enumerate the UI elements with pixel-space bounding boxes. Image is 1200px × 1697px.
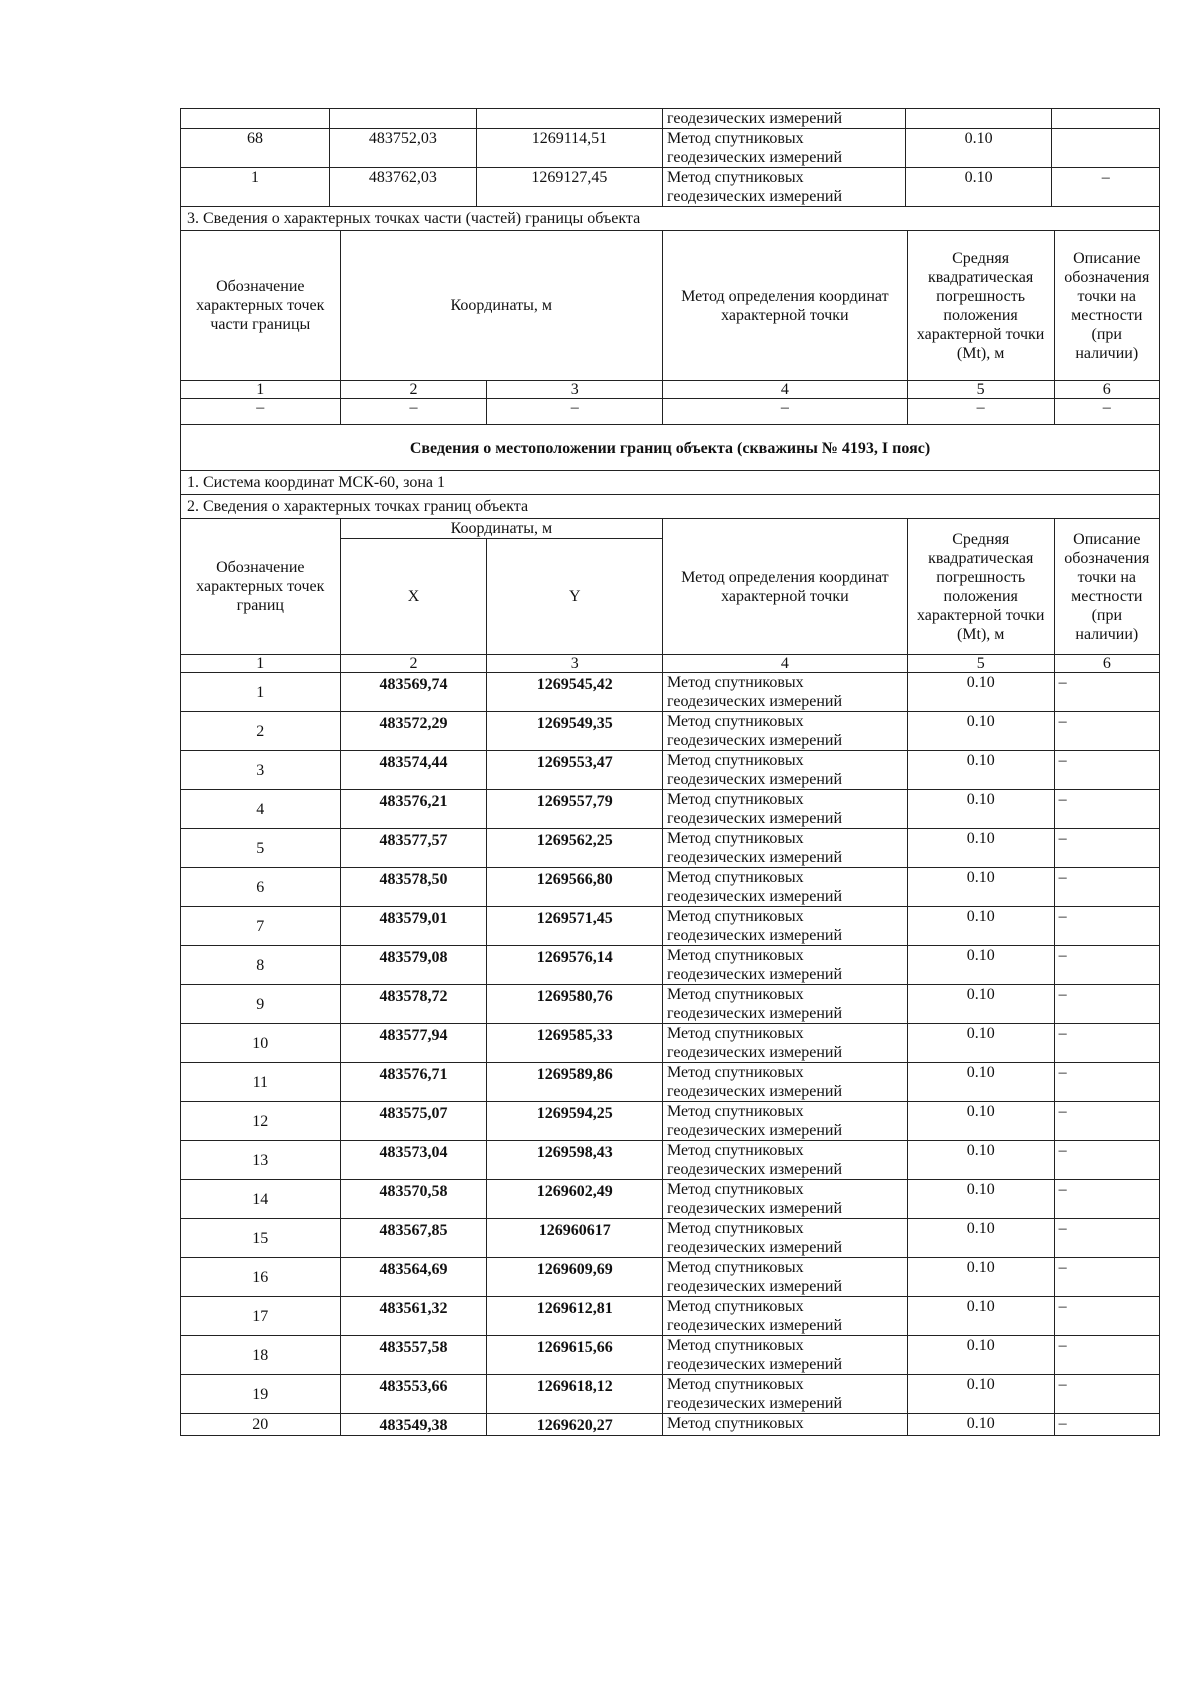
table-row (181, 751, 1160, 790)
point-number: 1 (181, 673, 341, 712)
description-cell: – (1054, 1063, 1159, 1102)
error-value: 0.10 (907, 1063, 1054, 1102)
description-cell: – (1054, 1258, 1159, 1297)
index-cell: 1 (181, 381, 341, 399)
point-number: 5 (181, 829, 341, 868)
table-row (181, 1414, 1160, 1436)
coord-y (476, 109, 662, 129)
method-cell: Метод спутниковых геодезических измерений (663, 712, 908, 751)
header-error: Средняя квадратическая погрешность положения характерной точки (Mt), м (907, 231, 1054, 381)
point-number: 20 (181, 1414, 341, 1436)
coord-y: 1269612,81 (487, 1297, 663, 1336)
document-page (180, 108, 1160, 1436)
index-cell: 4 (663, 655, 908, 673)
coord-x: 483572,29 (340, 712, 487, 751)
point-number: 11 (181, 1063, 341, 1102)
point-number: 8 (181, 946, 341, 985)
coord-y: 1269127,45 (476, 168, 662, 207)
error-value: 0.10 (905, 168, 1052, 207)
table-row (181, 129, 1160, 168)
method-cell: Метод спутниковых геодезических измерений (663, 1024, 908, 1063)
error-value: 0.10 (907, 1219, 1054, 1258)
error-value: 0.10 (907, 1414, 1054, 1436)
error-value: 0.10 (907, 946, 1054, 985)
coord-y: 1269566,80 (487, 868, 663, 907)
index-cell: 2 (340, 381, 487, 399)
error-value: 0.10 (907, 1336, 1054, 1375)
point-number: 18 (181, 1336, 341, 1375)
coord-x: 483553,66 (340, 1375, 487, 1414)
table-row (181, 1102, 1160, 1141)
method-cell: Метод спутниковых (663, 1414, 908, 1436)
error-value: 0.10 (907, 1258, 1054, 1297)
index-cell: 6 (1054, 655, 1159, 673)
coord-y: 1269618,12 (487, 1375, 663, 1414)
point-number: 1 (181, 168, 330, 207)
table-row (181, 829, 1160, 868)
dash-cell: – (340, 399, 487, 425)
header-description: Описание обозначения точки на местности (при наличии) (1054, 231, 1159, 381)
coord-x: 483549,38 (340, 1414, 487, 1436)
table-row (181, 907, 1160, 946)
error-value: 0.10 (907, 1297, 1054, 1336)
coord-y: 1269557,79 (487, 790, 663, 829)
error-value: 0.10 (907, 1024, 1054, 1063)
point-number: 19 (181, 1375, 341, 1414)
coord-y: 1269598,43 (487, 1141, 663, 1180)
method-cell: Метод спутниковых геодезических измерений (663, 868, 908, 907)
coord-x: 483579,01 (340, 907, 487, 946)
coord-x: 483567,85 (340, 1219, 487, 1258)
dash-row (181, 399, 1160, 425)
table-row (181, 1297, 1160, 1336)
coord-y: 1269615,66 (487, 1336, 663, 1375)
method-cell: Метод спутниковых геодезических измерений (663, 907, 908, 946)
header-method: Метод определения координат характерной точки (663, 519, 908, 655)
error-value: 0.10 (907, 868, 1054, 907)
point-number (181, 109, 330, 129)
coord-y: 126960617 (487, 1219, 663, 1258)
index-cell: 3 (487, 381, 663, 399)
description-cell: – (1054, 1219, 1159, 1258)
error-value: 0.10 (907, 673, 1054, 712)
coord-x: 483575,07 (340, 1102, 487, 1141)
coord-y: 1269545,42 (487, 673, 663, 712)
point-number: 10 (181, 1024, 341, 1063)
object-title: Сведения о местоположении границ объекта (скважины № 4193, I пояс) (181, 425, 1160, 471)
header-coordinates: Координаты, м (340, 231, 662, 381)
description-cell: – (1054, 673, 1159, 712)
description-cell (1052, 109, 1160, 129)
points-section-title: 2. Сведения о характерных точках границ объекта (181, 495, 1160, 519)
index-cell: 2 (340, 655, 487, 673)
coord-x: 483577,94 (340, 1024, 487, 1063)
description-cell: – (1054, 946, 1159, 985)
table-row (181, 1063, 1160, 1102)
error-value: 0.10 (907, 1102, 1054, 1141)
method-cell: Метод спутниковых геодезических измерений (663, 168, 906, 207)
point-number: 2 (181, 712, 341, 751)
coord-x: 483564,69 (340, 1258, 487, 1297)
coord-x: 483574,44 (340, 751, 487, 790)
coord-x: 483752,03 (329, 129, 476, 168)
method-cell: Метод спутниковых геодезических измерений (663, 1219, 908, 1258)
coord-x: 483578,50 (340, 868, 487, 907)
header-point-designation: Обозначение характерных точек части границы (181, 231, 341, 381)
error-value: 0.10 (907, 790, 1054, 829)
table-row (181, 790, 1160, 829)
coord-x: 483576,21 (340, 790, 487, 829)
table-row (181, 1180, 1160, 1219)
method-cell: Метод спутниковых геодезических измерений (663, 1297, 908, 1336)
point-number: 68 (181, 129, 330, 168)
coord-y: 1269620,27 (487, 1414, 663, 1436)
index-cell: 4 (662, 381, 907, 399)
method-cell: Метод спутниковых геодезических измерений (663, 1258, 908, 1297)
coord-y: 1269576,14 (487, 946, 663, 985)
index-row (181, 381, 1160, 399)
error-value: 0.10 (907, 751, 1054, 790)
coord-y: 1269562,25 (487, 829, 663, 868)
method-cell: Метод спутниковых геодезических измерений (663, 985, 908, 1024)
point-number: 15 (181, 1219, 341, 1258)
point-number: 4 (181, 790, 341, 829)
description-cell: – (1054, 1024, 1159, 1063)
description-cell: – (1054, 1141, 1159, 1180)
index-cell: 3 (487, 655, 663, 673)
error-value: 0.10 (905, 129, 1052, 168)
description-cell: – (1054, 751, 1159, 790)
method-cell: Метод спутниковых геодезических измерений (663, 790, 908, 829)
coord-x: 483557,58 (340, 1336, 487, 1375)
point-number: 14 (181, 1180, 341, 1219)
coordinate-system-line: 1. Система координат МСК-60, зона 1 (181, 471, 1160, 495)
table-row (181, 1219, 1160, 1258)
method-cell: Метод спутниковых геодезических измерений (663, 1141, 908, 1180)
object-table (180, 424, 1160, 1436)
table-row (181, 868, 1160, 907)
method-cell: Метод спутниковых геодезических измерений (663, 1336, 908, 1375)
error-value: 0.10 (907, 1180, 1054, 1219)
coord-x: 483569,74 (340, 673, 487, 712)
section3-table (180, 206, 1160, 425)
coord-x: 483570,58 (340, 1180, 487, 1219)
dash-cell: – (181, 399, 341, 425)
coord-x (329, 109, 476, 129)
description-cell (1052, 129, 1160, 168)
coord-y: 1269585,33 (487, 1024, 663, 1063)
coord-x: 483579,08 (340, 946, 487, 985)
method-cell: Метод спутниковых геодезических измерений (663, 829, 908, 868)
error-value: 0.10 (907, 985, 1054, 1024)
method-cell: Метод спутниковых геодезических измерений (663, 751, 908, 790)
description-cell: – (1054, 712, 1159, 751)
description-cell: – (1054, 985, 1159, 1024)
coord-y: 1269571,45 (487, 907, 663, 946)
index-cell: 5 (907, 655, 1054, 673)
index-row (181, 655, 1160, 673)
method-cell: Метод спутниковых геодезических измерений (663, 129, 906, 168)
table-row (181, 1258, 1160, 1297)
index-cell: 1 (181, 655, 341, 673)
coord-y: 1269580,76 (487, 985, 663, 1024)
dash-cell: – (1054, 399, 1159, 425)
point-number: 9 (181, 985, 341, 1024)
top-table (180, 108, 1160, 207)
dash-cell: – (487, 399, 663, 425)
table-row (181, 673, 1160, 712)
point-number: 13 (181, 1141, 341, 1180)
description-cell: – (1054, 1414, 1159, 1436)
method-cell: Метод спутниковых геодезических измерений (663, 1063, 908, 1102)
section3-title: 3. Сведения о характерных точках части (частей) границы объекта (181, 207, 1160, 231)
coord-x: 483762,03 (329, 168, 476, 207)
coord-x: 483576,71 (340, 1063, 487, 1102)
description-cell: – (1054, 790, 1159, 829)
coord-y: 1269553,47 (487, 751, 663, 790)
description-cell: – (1054, 1102, 1159, 1141)
method-cell: Метод спутниковых геодезических измерений (663, 673, 908, 712)
error-value: 0.10 (907, 712, 1054, 751)
table-row (181, 109, 1160, 129)
point-number: 6 (181, 868, 341, 907)
method-cell: Метод спутниковых геодезических измерений (663, 1375, 908, 1414)
description-cell: – (1054, 1336, 1159, 1375)
description-cell: – (1054, 1297, 1159, 1336)
coord-y: 1269609,69 (487, 1258, 663, 1297)
description-cell: – (1054, 829, 1159, 868)
method-cell: геодезических измерений (663, 109, 906, 129)
index-cell: 5 (907, 381, 1054, 399)
method-cell: Метод спутниковых геодезических измерений (663, 1180, 908, 1219)
coord-x: 483561,32 (340, 1297, 487, 1336)
header-error: Средняя квадратическая погрешность положения характерной точки (Mt), м (907, 519, 1054, 655)
table-row (181, 1336, 1160, 1375)
header-description: Описание обозначения точки на местности (при наличии) (1054, 519, 1159, 655)
dash-cell: – (662, 399, 907, 425)
index-cell: 6 (1054, 381, 1159, 399)
header-y: Y (487, 539, 663, 655)
error-value: 0.10 (907, 1141, 1054, 1180)
header-coordinates: Координаты, м (340, 519, 662, 539)
table-row (181, 712, 1160, 751)
header-point-designation: Обозначение характерных точек границ (181, 519, 341, 655)
coord-x: 483578,72 (340, 985, 487, 1024)
table-row (181, 1024, 1160, 1063)
description-cell: – (1054, 868, 1159, 907)
description-cell: – (1052, 168, 1160, 207)
table-row (181, 1141, 1160, 1180)
error-value: 0.10 (907, 829, 1054, 868)
point-number: 17 (181, 1297, 341, 1336)
description-cell: – (1054, 1375, 1159, 1414)
error-value (905, 109, 1052, 129)
coord-y: 1269589,86 (487, 1063, 663, 1102)
point-number: 7 (181, 907, 341, 946)
coord-x: 483577,57 (340, 829, 487, 868)
description-cell: – (1054, 1180, 1159, 1219)
header-x: X (340, 539, 487, 655)
method-cell: Метод спутниковых геодезических измерений (663, 1102, 908, 1141)
table-row (181, 985, 1160, 1024)
coord-y: 1269114,51 (476, 129, 662, 168)
point-number: 3 (181, 751, 341, 790)
coord-y: 1269549,35 (487, 712, 663, 751)
method-cell: Метод спутниковых геодезических измерений (663, 946, 908, 985)
table-row (181, 168, 1160, 207)
coord-x: 483573,04 (340, 1141, 487, 1180)
header-method: Метод определения координат характерной точки (662, 231, 907, 381)
dash-cell: – (907, 399, 1054, 425)
coord-y: 1269602,49 (487, 1180, 663, 1219)
point-number: 16 (181, 1258, 341, 1297)
description-cell: – (1054, 907, 1159, 946)
point-number: 12 (181, 1102, 341, 1141)
error-value: 0.10 (907, 907, 1054, 946)
table-row (181, 1375, 1160, 1414)
table-row (181, 946, 1160, 985)
error-value: 0.10 (907, 1375, 1054, 1414)
coord-y: 1269594,25 (487, 1102, 663, 1141)
